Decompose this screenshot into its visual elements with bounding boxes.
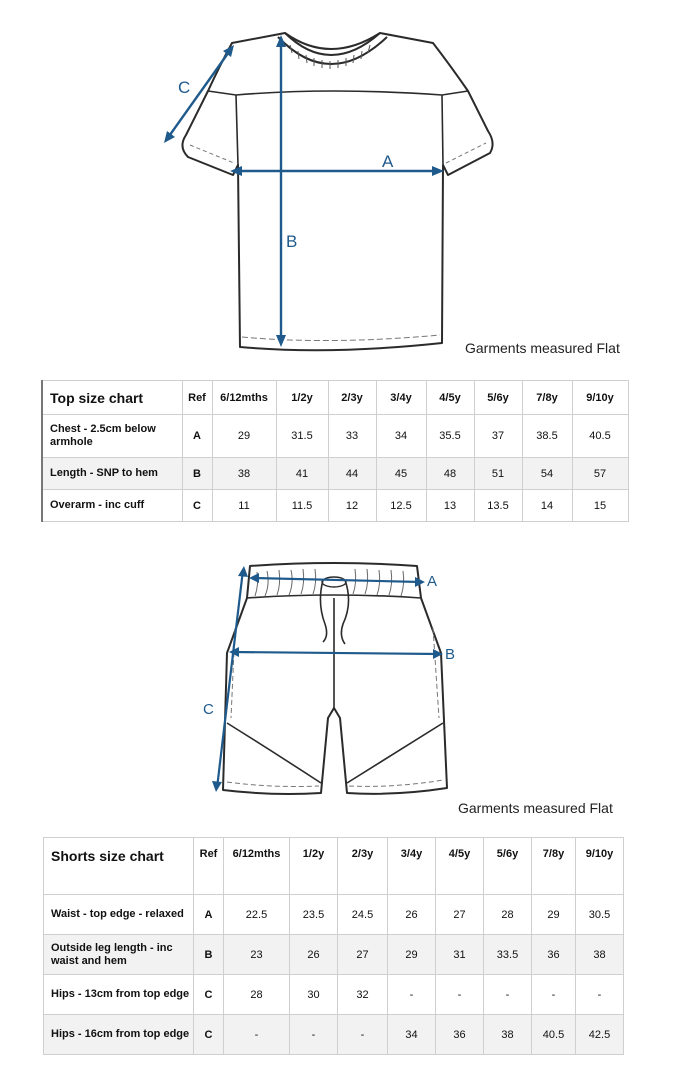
measurement-label: Chest - 2.5cm below armhole bbox=[42, 415, 182, 458]
table-title: Top size chart bbox=[42, 381, 182, 415]
value-cell: - bbox=[338, 1015, 388, 1055]
top-caption: Garments measured Flat bbox=[465, 340, 620, 356]
value-cell: 32 bbox=[338, 975, 388, 1015]
value-cell: 38 bbox=[212, 458, 276, 490]
value-cell: 26 bbox=[388, 895, 436, 935]
waist-label: A bbox=[427, 573, 438, 590]
value-cell: 27 bbox=[436, 895, 484, 935]
value-cell: 12 bbox=[328, 490, 376, 522]
size-header: 1/2y bbox=[290, 838, 338, 895]
table-row bbox=[44, 975, 624, 1015]
table-title: Shorts size chart bbox=[44, 838, 194, 895]
overarm-label: C bbox=[178, 78, 191, 97]
size-header: 3/4y bbox=[388, 838, 436, 895]
table-header-row bbox=[42, 381, 628, 415]
value-cell: 40.5 bbox=[532, 1015, 576, 1055]
ref-header: Ref bbox=[194, 838, 224, 895]
value-cell: 31 bbox=[436, 935, 484, 975]
value-cell: 27 bbox=[338, 935, 388, 975]
size-header: 6/12mths bbox=[224, 838, 290, 895]
size-header: 5/6y bbox=[484, 838, 532, 895]
table-row bbox=[42, 490, 628, 522]
measurement-label: Hips - 16cm from top edge bbox=[44, 1015, 194, 1055]
shorts-size-table bbox=[43, 837, 624, 1055]
tshirt-illustration bbox=[150, 25, 510, 360]
value-cell: 34 bbox=[388, 1015, 436, 1055]
value-cell: 48 bbox=[426, 458, 474, 490]
chest-label: A bbox=[382, 152, 394, 171]
measurement-label: Overarm - inc cuff bbox=[42, 490, 182, 522]
value-cell: 38.5 bbox=[522, 415, 572, 458]
size-header: 9/10y bbox=[576, 838, 624, 895]
size-header: 4/5y bbox=[436, 838, 484, 895]
table-row bbox=[44, 1015, 624, 1055]
table-row bbox=[44, 895, 624, 935]
measurement-label: Length - SNP to hem bbox=[42, 458, 182, 490]
value-cell: 57 bbox=[572, 458, 628, 490]
value-cell: 38 bbox=[484, 1015, 532, 1055]
table-row bbox=[42, 415, 628, 458]
value-cell: 54 bbox=[522, 458, 572, 490]
value-cell: 40.5 bbox=[572, 415, 628, 458]
value-cell: 30 bbox=[290, 975, 338, 1015]
value-cell: 12.5 bbox=[376, 490, 426, 522]
value-cell: 31.5 bbox=[276, 415, 328, 458]
value-cell: 29 bbox=[532, 895, 576, 935]
ref-header: Ref bbox=[182, 381, 212, 415]
value-cell: 41 bbox=[276, 458, 328, 490]
measurement-label: Hips - 13cm from top edge bbox=[44, 975, 194, 1015]
value-cell: - bbox=[224, 1015, 290, 1055]
value-cell: 42.5 bbox=[576, 1015, 624, 1055]
ref-cell: B bbox=[182, 458, 212, 490]
value-cell: 24.5 bbox=[338, 895, 388, 935]
measurement-label: Outside leg length - inc waist and hem bbox=[44, 935, 194, 975]
value-cell: 11 bbox=[212, 490, 276, 522]
top-size-table bbox=[41, 380, 629, 522]
value-cell: 44 bbox=[328, 458, 376, 490]
size-header: 2/3y bbox=[338, 838, 388, 895]
ref-cell: A bbox=[182, 415, 212, 458]
ref-cell: C bbox=[194, 975, 224, 1015]
value-cell: - bbox=[576, 975, 624, 1015]
table-row bbox=[42, 458, 628, 490]
value-cell: 29 bbox=[388, 935, 436, 975]
value-cell: 13.5 bbox=[474, 490, 522, 522]
size-header: 9/10y bbox=[572, 381, 628, 415]
table-row bbox=[44, 935, 624, 975]
value-cell: 34 bbox=[376, 415, 426, 458]
value-cell: 33.5 bbox=[484, 935, 532, 975]
measurement-label: Waist - top edge - relaxed bbox=[44, 895, 194, 935]
size-header: 7/8y bbox=[522, 381, 572, 415]
value-cell: 51 bbox=[474, 458, 522, 490]
shorts-illustration bbox=[195, 558, 475, 808]
value-cell: 28 bbox=[224, 975, 290, 1015]
value-cell: 15 bbox=[572, 490, 628, 522]
size-header: 3/4y bbox=[376, 381, 426, 415]
size-header: 2/3y bbox=[328, 381, 376, 415]
value-cell: 37 bbox=[474, 415, 522, 458]
value-cell: 30.5 bbox=[576, 895, 624, 935]
value-cell: 29 bbox=[212, 415, 276, 458]
value-cell: 11.5 bbox=[276, 490, 328, 522]
size-header: 4/5y bbox=[426, 381, 474, 415]
value-cell: 38 bbox=[576, 935, 624, 975]
size-header: 1/2y bbox=[276, 381, 328, 415]
table-header-row bbox=[44, 838, 624, 895]
size-header: 5/6y bbox=[474, 381, 522, 415]
value-cell: 35.5 bbox=[426, 415, 474, 458]
value-cell: 36 bbox=[532, 935, 576, 975]
value-cell: 26 bbox=[290, 935, 338, 975]
value-cell: 33 bbox=[328, 415, 376, 458]
hips-label: B bbox=[445, 646, 456, 663]
size-header: 7/8y bbox=[532, 838, 576, 895]
ref-cell: C bbox=[182, 490, 212, 522]
value-cell: 23.5 bbox=[290, 895, 338, 935]
value-cell: - bbox=[290, 1015, 338, 1055]
ref-cell: A bbox=[194, 895, 224, 935]
value-cell: - bbox=[484, 975, 532, 1015]
shorts-caption: Garments measured Flat bbox=[458, 800, 613, 816]
ref-cell: B bbox=[194, 935, 224, 975]
value-cell: 28 bbox=[484, 895, 532, 935]
value-cell: 23 bbox=[224, 935, 290, 975]
size-header: 6/12mths bbox=[212, 381, 276, 415]
value-cell: 22.5 bbox=[224, 895, 290, 935]
value-cell: - bbox=[388, 975, 436, 1015]
length-label: B bbox=[286, 232, 298, 251]
value-cell: 45 bbox=[376, 458, 426, 490]
outside-leg-label: C bbox=[203, 701, 214, 718]
value-cell: 14 bbox=[522, 490, 572, 522]
ref-cell: C bbox=[194, 1015, 224, 1055]
value-cell: 13 bbox=[426, 490, 474, 522]
value-cell: - bbox=[532, 975, 576, 1015]
value-cell: - bbox=[436, 975, 484, 1015]
value-cell: 36 bbox=[436, 1015, 484, 1055]
